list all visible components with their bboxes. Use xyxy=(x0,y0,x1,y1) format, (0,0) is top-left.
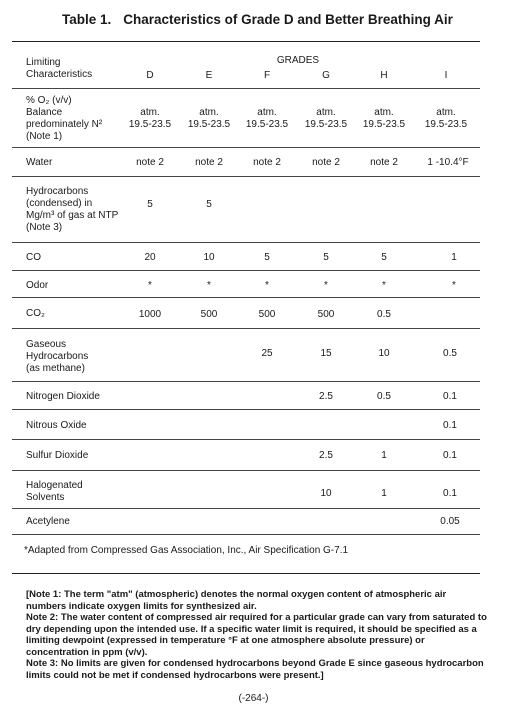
row-label-line: Hydrocarbons xyxy=(26,351,89,362)
cell-line: atm. xyxy=(140,107,160,118)
row-rule xyxy=(12,409,480,410)
row-rule xyxy=(12,242,480,243)
cell-sulfur-dioxide-i: 0.1 xyxy=(443,450,457,461)
row-label-line: Solvents xyxy=(26,492,65,503)
cell-co2-g: 500 xyxy=(317,309,335,320)
row-label-co2 xyxy=(26,308,45,320)
cell-co2-h: 0.5 xyxy=(377,309,391,320)
cell-co-g: 5 xyxy=(323,252,329,263)
cell-odor-d: * xyxy=(148,280,152,291)
cell-gaseous-hydrocarbons-i: 0.5 xyxy=(443,348,457,359)
cell-odor-g: * xyxy=(324,280,328,291)
row-label-oxygen xyxy=(26,95,102,143)
row-label-line: CO xyxy=(26,252,41,263)
grade-header-f: F xyxy=(263,70,271,81)
row-label-line: Balance xyxy=(26,107,63,118)
row-rule xyxy=(12,470,480,471)
cell-oxygen-f xyxy=(237,107,297,131)
cell-odor-f: * xyxy=(265,280,269,291)
cell-nitrogen-dioxide-h: 0.5 xyxy=(377,391,391,402)
characteristics-label: Characteristics xyxy=(26,69,93,80)
row-label-line: Hydrocarbons xyxy=(26,186,89,197)
row-rule xyxy=(12,381,480,382)
grade-header-h: H xyxy=(380,70,388,81)
limiting-characteristics-header xyxy=(26,57,92,81)
cell-gaseous-hydrocarbons-g: 15 xyxy=(320,348,332,359)
row-label-sulfur-dioxide xyxy=(26,450,88,462)
cell-water-e: note 2 xyxy=(195,157,223,168)
row-rule xyxy=(12,176,480,177)
row-label-water xyxy=(26,157,52,169)
cell-oxygen-i xyxy=(416,107,476,131)
cell-line: 19.5-23.5 xyxy=(304,119,348,130)
cell-line: 19.5-23.5 xyxy=(128,119,172,130)
row-label-gaseous-hydrocarbons xyxy=(26,339,88,375)
row-label-odor xyxy=(26,280,48,292)
cell-halogenated-solvents-g: 10 xyxy=(320,488,332,499)
row-label-line: Gaseous xyxy=(26,339,67,350)
row-rule xyxy=(12,328,480,329)
cell-co2-d: 1000 xyxy=(138,309,162,320)
cell-nitrogen-dioxide-g: 2.5 xyxy=(319,391,333,402)
grades-header: GRADES xyxy=(276,55,320,66)
cell-odor-h: * xyxy=(382,280,386,291)
table-title-text: Characteristics of Grade D and Better Breathing Air xyxy=(123,12,453,27)
cell-nitrous-oxide-i: 0.1 xyxy=(443,420,457,431)
cell-water-g: note 2 xyxy=(312,157,340,168)
row-rule xyxy=(12,439,480,440)
note-1: [Note 1: The term "atm" (atmospheric) denotes the normal oxygen content of atmospheric air numbers indicate oxygen limits for synthesized air. xyxy=(26,589,447,612)
notes-block xyxy=(26,589,488,681)
grade-header-g: G xyxy=(322,70,330,81)
cell-line: atm. xyxy=(316,107,336,118)
source-footnote: *Adapted from Compressed Gas Association, Inc., Air Specification G-7.1 xyxy=(24,545,349,556)
row-label-line: predominately N² xyxy=(26,119,103,130)
cell-water-f: note 2 xyxy=(253,157,281,168)
cell-halogenated-solvents-h: 1 xyxy=(381,488,387,499)
limiting-label: Limiting xyxy=(26,57,61,68)
cell-line: 19.5-23.5 xyxy=(424,119,468,130)
cell-sulfur-dioxide-h: 1 xyxy=(381,450,387,461)
cell-water-i: 1 -10.4°F xyxy=(427,157,469,168)
cell-odor-i: * xyxy=(452,280,456,291)
cell-co-h: 5 xyxy=(381,252,387,263)
row-label-line: CO₂ xyxy=(26,308,45,319)
row-label-condensed-hydrocarbons xyxy=(26,186,118,234)
table-title xyxy=(62,12,453,27)
row-label-line: Nitrogen Dioxide xyxy=(26,391,100,402)
cell-co-d: 20 xyxy=(144,252,156,263)
cell-sulfur-dioxide-g: 2.5 xyxy=(319,450,333,461)
bottom-rule xyxy=(12,573,480,574)
cell-condensed-hydrocarbons-e: 5 xyxy=(206,199,212,210)
row-rule xyxy=(12,534,480,535)
cell-co-e: 10 xyxy=(203,252,215,263)
cell-water-h: note 2 xyxy=(370,157,398,168)
row-label-line: Acetylene xyxy=(26,516,70,527)
row-label-line: Nitrous Oxide xyxy=(26,420,87,431)
row-label-line: (Note 1) xyxy=(26,131,63,142)
cell-line: 19.5-23.5 xyxy=(362,119,406,130)
cell-water-d: note 2 xyxy=(136,157,164,168)
cell-condensed-hydrocarbons-d: 5 xyxy=(147,199,153,210)
row-label-line: Halogenated xyxy=(26,480,83,491)
cell-nitrogen-dioxide-i: 0.1 xyxy=(443,391,457,402)
row-label-nitrous-oxide xyxy=(26,420,87,432)
cell-line: atm. xyxy=(436,107,456,118)
cell-odor-e: * xyxy=(207,280,211,291)
cell-line: atm. xyxy=(199,107,219,118)
row-rule xyxy=(12,508,480,509)
row-label-line: (as methane) xyxy=(26,363,85,374)
cell-co-f: 5 xyxy=(264,252,270,263)
cell-line: atm. xyxy=(257,107,277,118)
row-label-line: Mg/m³ of gas at NTP xyxy=(26,210,119,221)
cell-halogenated-solvents-i: 0.1 xyxy=(443,488,457,499)
cell-co-i: 1 xyxy=(451,252,457,263)
cell-oxygen-g xyxy=(296,107,356,131)
header-rule xyxy=(12,88,480,89)
cell-oxygen-e xyxy=(179,107,239,131)
grade-header-d: D xyxy=(146,70,154,81)
row-label-line: (condensed) in xyxy=(26,198,93,209)
cell-oxygen-d xyxy=(120,107,180,131)
cell-acetylene-i: 0.05 xyxy=(440,516,460,527)
note-2: Note 2: The water content of compressed air required for a particular grade can vary from saturated to dry depending upon the intended use. If a specific water limit is required, it should be specified as a limiting dewpoint (expressed in temperature °F at one atmosphere absolute pressure) or concentration in ppm (v/v). xyxy=(26,612,487,658)
note-3: Note 3: No limits are given for condensed hydrocarbons beyond Grade E since gaseous hydrocarbon limits could not be met if condensed hydrocarbons were present.] xyxy=(26,658,484,681)
cell-gaseous-hydrocarbons-f: 25 xyxy=(261,348,273,359)
page-number: (-264-) xyxy=(238,693,269,704)
row-rule xyxy=(12,297,480,298)
row-rule xyxy=(12,147,480,148)
row-label-line: % O₂ (v/v) xyxy=(26,95,72,106)
row-label-line: Odor xyxy=(26,280,49,291)
row-label-line: Sulfur Dioxide xyxy=(26,450,89,461)
row-rule xyxy=(12,270,480,271)
grade-header-i: I xyxy=(444,70,448,81)
row-label-line: Water xyxy=(26,157,53,168)
row-label-halogenated-solvents xyxy=(26,480,83,504)
top-rule xyxy=(12,41,480,42)
cell-co2-e: 500 xyxy=(200,309,218,320)
row-label-acetylene xyxy=(26,516,70,528)
cell-line: 19.5-23.5 xyxy=(245,119,289,130)
cell-co2-f: 500 xyxy=(258,309,276,320)
row-label-co xyxy=(26,252,41,264)
cell-line: atm. xyxy=(374,107,394,118)
cell-gaseous-hydrocarbons-h: 10 xyxy=(378,348,390,359)
row-label-line: (Note 3) xyxy=(26,222,63,233)
grade-header-e: E xyxy=(205,70,213,81)
table-number: Table 1. xyxy=(62,12,112,27)
row-label-nitrogen-dioxide xyxy=(26,391,100,403)
cell-oxygen-h xyxy=(354,107,414,131)
cell-line: 19.5-23.5 xyxy=(187,119,231,130)
